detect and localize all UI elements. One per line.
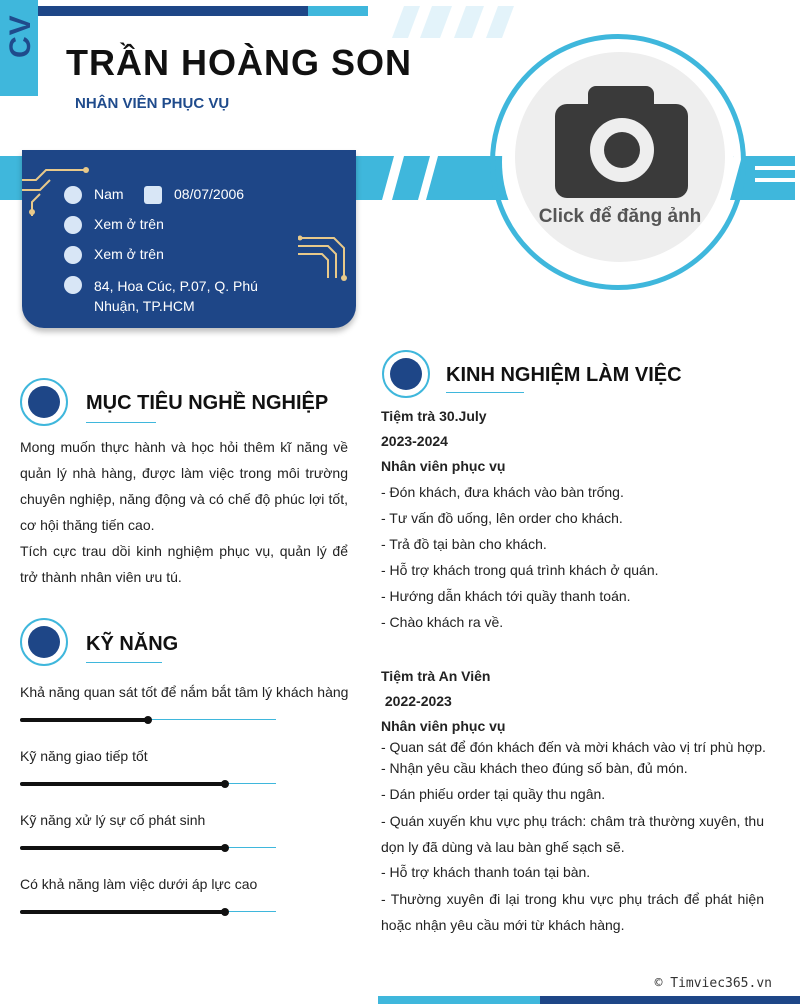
top-bar-light [308, 6, 368, 16]
skill-label: Có khả năng làm việc dưới áp lực cao [20, 876, 258, 892]
job-period: 2023-2024 [381, 433, 448, 449]
birthdate-row [144, 186, 244, 204]
phone-row [64, 216, 164, 234]
phone-icon [64, 216, 82, 234]
job-duty: - Hỗ trợ khách thanh toán tại bàn. [381, 864, 591, 880]
job-period: 2022-2023 [381, 693, 452, 709]
job-company: Tiệm trà An Viên [381, 668, 491, 684]
address-value: 84, Hoa Cúc, P.07, Q. Phú Nhuận, TP.HCM [94, 278, 258, 314]
bottom-bar-light [378, 996, 540, 1004]
skill-knob [221, 844, 229, 852]
skill-knob [221, 908, 229, 916]
address-row [64, 276, 284, 316]
job-duty: - Trả đồ tại bàn cho khách. [381, 536, 547, 552]
experience-title: KINH NGHIỆM LÀM VIỆC [446, 364, 682, 386]
job-duty: - Nhận yêu cầu khách theo đúng số bàn, đủ món. [381, 760, 688, 776]
upload-photo-label[interactable]: Click để đăng ảnh [538, 206, 702, 227]
birthdate-value: 08/07/2006 [174, 186, 245, 202]
job-duty: - Hướng dẫn khách tới quầy thanh toán. [381, 588, 631, 604]
gender-icon [64, 186, 82, 204]
skill-bar [20, 782, 225, 786]
footer-credit: © Timviec365.vn [654, 976, 772, 991]
email-icon [64, 246, 82, 264]
job-duty: - Tư vấn đồ uống, lên order cho khách. [381, 510, 623, 526]
objective-text-1: Mong muốn thực hành và học hỏi thêm kĩ năng về quản lý nhà hàng, được làm việc trong môi trường chuyên nghiệp, năng động và có chế độ phúc lợi tốt, cơ hội thăng tiến cao. [20, 439, 348, 533]
skills-title: KỸ NĂNG [86, 633, 179, 655]
circuit-decoration-right [298, 234, 356, 286]
job-duty: - Thường xuyên đi lại trong khu vực phụ trách để phát hiện hoặc nhận yêu cầu mới từ khách hàng. [381, 891, 764, 933]
camera-lens-center [604, 132, 640, 168]
job-company: Tiệm trà 30.July [381, 408, 487, 424]
skills-icon [20, 618, 68, 666]
objective-text-2: Tích cực trau dồi kinh nghiệm phục vụ, quản lý để trở thành nhân viên ưu tú. [20, 543, 348, 585]
personal-info-card [22, 150, 356, 328]
job-duty: - Đón khách, đưa khách vào bàn trống. [381, 484, 624, 500]
skill-bar [20, 718, 148, 722]
job-duty: - Quan sát để đón khách đến và mời khách vào vị trí phù hợp. [381, 739, 766, 755]
skill-bar [20, 846, 225, 850]
skill-knob [221, 780, 229, 788]
cv-tag [0, 0, 38, 96]
skill-label: Khả năng quan sát tốt để nắm bắt tâm lý khách hàng [20, 684, 349, 700]
email-row [64, 246, 164, 264]
home-icon [64, 276, 82, 294]
gender-value: Nam [94, 186, 124, 202]
objective-title: MỤC TIÊU NGHỀ NGHIỆP [86, 392, 329, 414]
job-title: NHÂN VIÊN PHỤC VỤ [75, 95, 230, 112]
skills-underline [86, 662, 162, 663]
bottom-bar-dark [540, 996, 800, 1004]
cv-tag-label: CV [4, 14, 37, 58]
phone-value: Xem ở trên [94, 216, 164, 232]
top-bar-dark [38, 6, 308, 16]
job-position: Nhân viên phục vụ [381, 458, 506, 474]
calendar-icon [144, 186, 162, 204]
gender-row [64, 186, 124, 204]
skill-knob [144, 716, 152, 724]
candidate-name: TRẦN HOÀNG SON [66, 42, 412, 83]
job-position: Nhân viên phục vụ [381, 718, 506, 734]
experience-underline [446, 392, 524, 393]
email-value: Xem ở trên [94, 246, 164, 262]
job-duty: - Quán xuyến khu vực phụ trách: châm trà thường xuyên, thu dọn ly đã dùng và lau bàn ghế sạch sẽ. [381, 813, 764, 855]
job-duty: - Chào khách ra về. [381, 614, 504, 630]
skill-label: Kỹ năng xử lý sự cố phát sinh [20, 812, 206, 828]
job-duty: - Dán phiếu order tại quầy thu ngân. [381, 786, 606, 802]
objective-underline [86, 422, 156, 423]
skill-bar [20, 910, 225, 914]
job-duty: - Hỗ trợ khách trong quá trình khách ở quán. [381, 562, 659, 578]
target-icon [20, 378, 68, 426]
skill-label: Kỹ năng giao tiếp tốt [20, 748, 148, 764]
briefcase-icon [382, 350, 430, 398]
top-stripes-decoration [380, 6, 520, 38]
